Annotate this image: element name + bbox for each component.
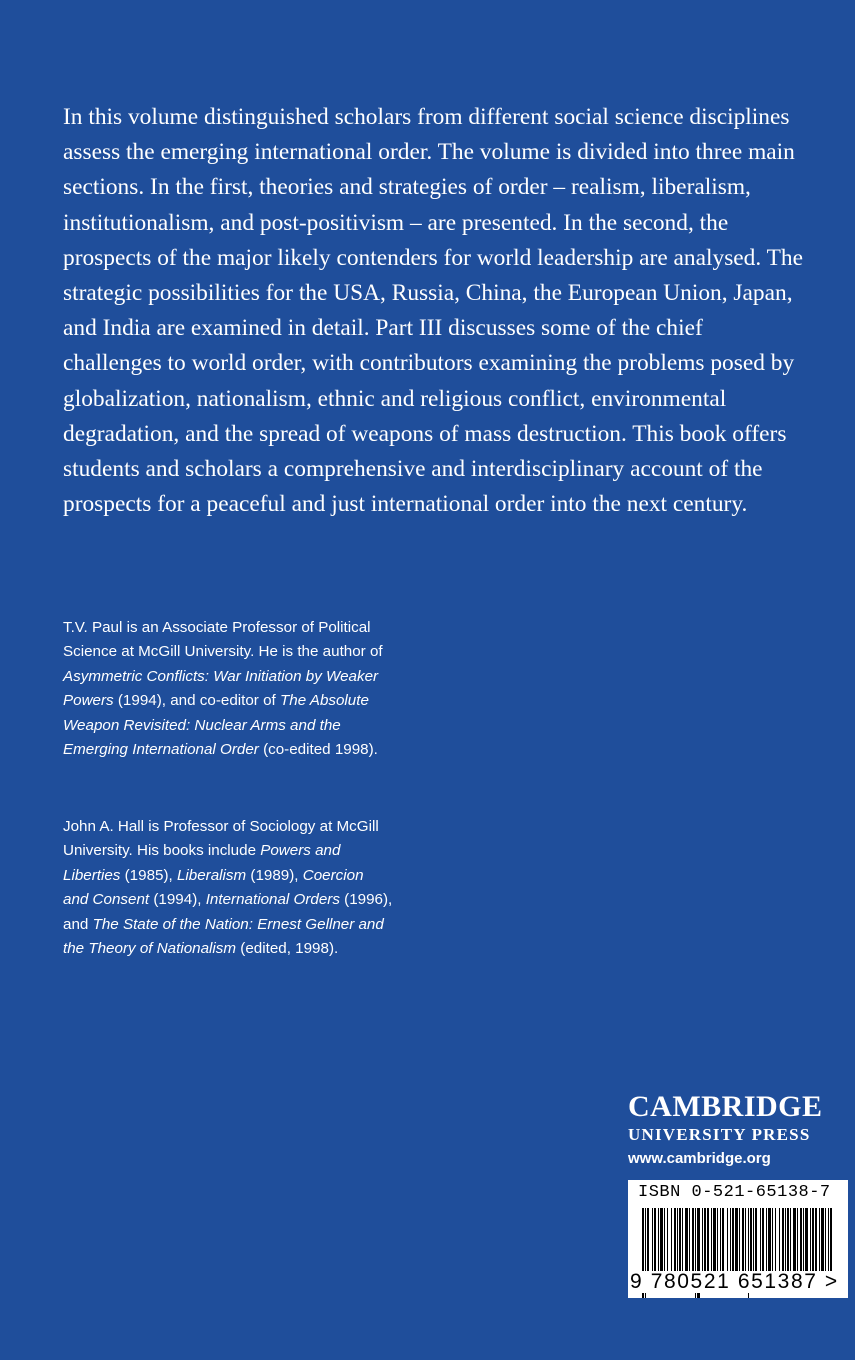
publisher-subtitle: UNIVERSITY PRESS [628, 1125, 811, 1144]
barcode-bar [772, 1208, 773, 1272]
barcode-bar [750, 1208, 752, 1272]
barcode-bar [692, 1208, 694, 1272]
ean-number: 9 780521 651387 > [630, 1271, 848, 1293]
barcode-bar [800, 1208, 802, 1272]
publisher-logo [628, 1090, 850, 1170]
barcode-bar [679, 1208, 681, 1272]
bio-text: (1985), [120, 866, 177, 884]
barcode-bar [727, 1208, 728, 1272]
barcode-bar [704, 1208, 706, 1272]
barcode-bar [797, 1208, 798, 1272]
barcode-bar [760, 1208, 761, 1272]
barcode-bar [821, 1208, 824, 1272]
barcode-bar [812, 1208, 814, 1272]
book-title: The State of the Nation: Ernest Gellner and the Theory of Nationalism [63, 915, 384, 958]
barcode-bar [766, 1208, 767, 1272]
book-title: Powers and Liberties [63, 842, 341, 884]
bio-text: John A. Hall is Professor of Sociology at McGill University. His books include [63, 818, 379, 860]
barcode-bar [677, 1208, 678, 1272]
author-bio-hall [63, 815, 393, 961]
barcode-bar [782, 1208, 784, 1272]
barcode-bar [825, 1208, 826, 1272]
book-title: Coercion and Consent [63, 866, 364, 909]
barcode-bar [745, 1208, 746, 1272]
barcode-bar [707, 1208, 709, 1272]
barcode-bar [671, 1208, 672, 1272]
barcode-bar [660, 1208, 663, 1272]
barcode-bar [775, 1208, 776, 1272]
isbn-label: ISBN 0-521-65138-7 [638, 1183, 831, 1202]
barcode-bar [717, 1208, 718, 1272]
back-cover-blurb: In this volume distinguished scholars from different social science disciplines assess the emerging international order. The volume is divided into three main sections. In the first, theories and strategies of order – realism, liberalism, institutionalism, and post-positivism – are presented. In the second, the prospects of the major likely contenders for world leadership are analysed. The strategic possibilities for the USA, Russia, China, the European Union, Japan, and India are examined in detail. Part III discusses some of the chief challenges to world order, with contributors examining the problems posed by globalization, nationalism, ethnic and religious conflict, environmental degradation, and the spread of weapons of mass destruction. This book offers students and scholars a comprehensive and interdisciplinary account of the prospects for a peaceful and just international order into the next century. [63, 104, 804, 518]
barcode-bar [790, 1208, 791, 1272]
barcode-bar [711, 1208, 712, 1272]
barcode-bar [658, 1208, 659, 1272]
barcode-bar [674, 1208, 676, 1272]
barcode-bar [828, 1208, 829, 1272]
author-bio-paul [63, 616, 393, 762]
barcode-bar [652, 1208, 653, 1272]
bio-text: (1994), and co-editor of [113, 692, 280, 710]
barcode-bar [647, 1208, 649, 1272]
barcode-bar [819, 1208, 820, 1272]
barcode-bar [785, 1208, 786, 1272]
bio-text: T.V. Paul is an Associate Professor of Political Science at McGill University. He is the author of [63, 619, 383, 661]
book-title: Liberalism [176, 866, 247, 884]
barcode-bar [803, 1208, 804, 1272]
publisher-name: CAMBRIDGE [628, 1090, 823, 1123]
barcode-bar [735, 1208, 738, 1272]
bio-text: (edited, 1998). [236, 940, 339, 958]
barcode-bar [830, 1208, 832, 1272]
book-title: Asymmetric Conflicts: War Initiation by Weaker Powers [63, 667, 379, 710]
barcode-bar [793, 1208, 796, 1272]
isbn-barcode [628, 1180, 848, 1298]
barcode-bar [664, 1208, 665, 1272]
barcode-bar [720, 1208, 721, 1272]
barcode-bar [753, 1208, 754, 1272]
bio-text: (1989), [246, 866, 303, 884]
barcode-bar [810, 1208, 811, 1272]
publisher-url: www.cambridge.org [628, 1150, 771, 1167]
barcode-bar [689, 1208, 690, 1272]
bio-text: (1996), and [63, 891, 393, 933]
barcode-bar [685, 1208, 688, 1272]
barcode-bar [682, 1208, 683, 1272]
book-title: International Orders [205, 891, 340, 909]
barcode-bar [667, 1208, 668, 1272]
barcode-bar [713, 1208, 716, 1272]
bio-text: (co-edited 1998). [258, 741, 378, 759]
barcode-bar [815, 1208, 817, 1272]
barcode-bar [730, 1208, 731, 1272]
barcode-bar [762, 1208, 764, 1272]
barcode-bar [805, 1208, 808, 1272]
book-title: The Absolute Weapon Revisited: Nuclear Arms and the Emerging International Order [63, 692, 369, 759]
barcode-bar [787, 1208, 789, 1272]
barcode-bar [742, 1208, 744, 1272]
barcode-bar [739, 1208, 740, 1272]
barcode-bar [779, 1208, 780, 1272]
barcode-bar [722, 1208, 724, 1272]
bio-text: (1994), [149, 891, 206, 909]
barcode-bar [654, 1208, 656, 1272]
barcode-bar [702, 1208, 703, 1272]
barcode-bar [732, 1208, 734, 1272]
barcode-bar [768, 1208, 771, 1272]
barcode-bar [755, 1208, 757, 1272]
